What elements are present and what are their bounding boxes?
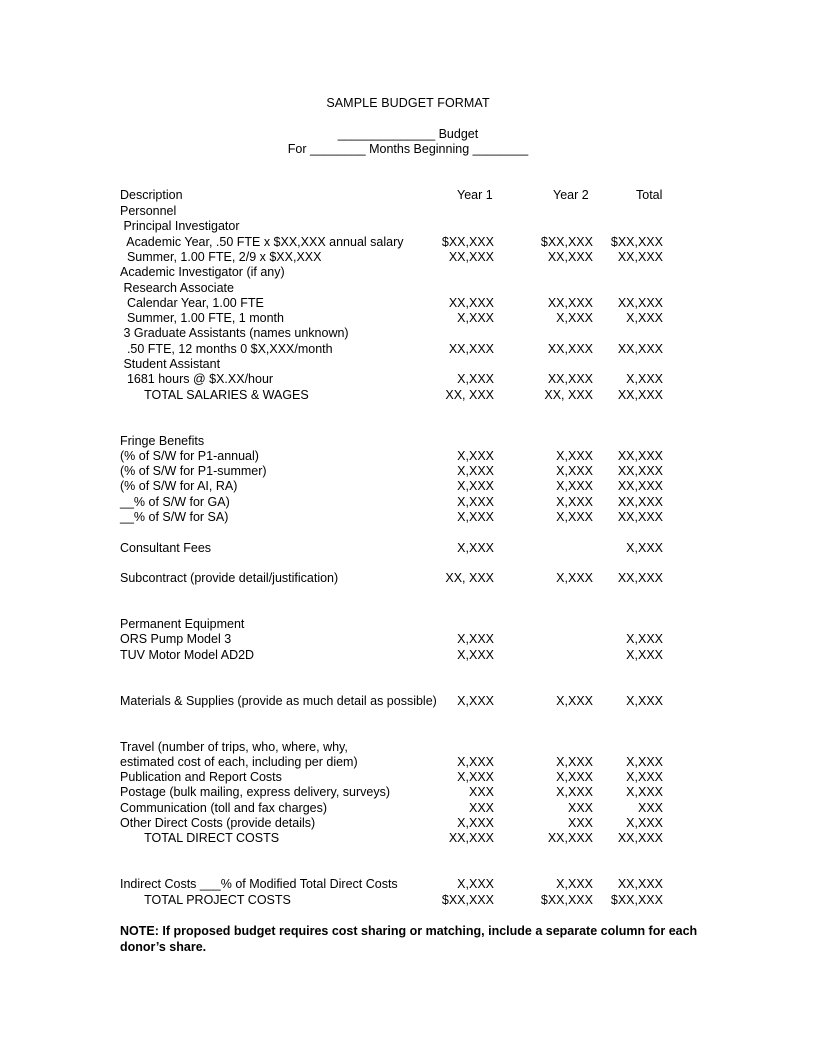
- row-description: (% of S/W for P1-annual): [120, 448, 259, 463]
- row-description: (% of S/W for AI, RA): [120, 479, 238, 494]
- table-row: [0, 264, 816, 280]
- table-row: [0, 769, 816, 785]
- row-year2-value: XXX: [567, 800, 593, 815]
- row-year1-value: X,XXX: [457, 372, 494, 387]
- table-row: [0, 249, 816, 265]
- cost-sharing-note: NOTE: If proposed budget requires cost sharing or matching, include a separate column for each donor’s share.: [120, 924, 698, 954]
- row-year2-value: X,XXX: [556, 693, 593, 708]
- row-year2-value: X,XXX: [556, 464, 593, 479]
- row-description: Materials & Supplies (provide as much detail as possible): [120, 693, 437, 708]
- column-header-year1: Year 1: [457, 188, 493, 202]
- row-year2-value: X,XXX: [556, 754, 593, 769]
- row-total-value: X,XXX: [626, 770, 663, 785]
- table-row: [0, 524, 816, 540]
- row-description: Summer, 1.00 FTE, 1 month: [120, 311, 284, 326]
- row-description: TOTAL SALARIES & WAGES: [120, 387, 309, 402]
- table-row: [0, 295, 816, 311]
- row-total-value: XX,XXX: [617, 448, 663, 463]
- row-total-value: $XX,XXX: [610, 892, 663, 907]
- table-row: [0, 494, 816, 510]
- budget-name-line: ______________ Budget: [337, 127, 479, 141]
- row-year1-value: XX,XXX: [448, 295, 494, 310]
- row-year2-value: X,XXX: [556, 510, 593, 524]
- row-year2-value: X,XXX: [556, 571, 593, 586]
- row-year1-value: XXX: [468, 785, 494, 800]
- row-year1-value: X,XXX: [457, 632, 494, 647]
- row-year2-value: $XX,XXX: [540, 234, 593, 249]
- row-description: TOTAL PROJECT COSTS: [120, 892, 291, 907]
- row-year1-value: XX, XXX: [445, 571, 494, 586]
- row-total-value: XXX: [637, 800, 663, 815]
- row-year1-value: X,XXX: [457, 510, 494, 524]
- table-row: [0, 356, 816, 372]
- row-year1-value: XX,XXX: [448, 831, 494, 846]
- column-header-total: Total: [636, 188, 663, 202]
- row-year1-value: X,XXX: [457, 479, 494, 494]
- table-row: [0, 723, 816, 739]
- row-year1-value: X,XXX: [457, 693, 494, 708]
- row-year2-value: XX,XXX: [547, 372, 593, 387]
- row-description: Calendar Year, 1.00 FTE: [120, 295, 264, 310]
- row-year2-value: X,XXX: [556, 494, 593, 509]
- row-description: Summer, 1.00 FTE, 2/9 x $XX,XXX: [120, 249, 322, 264]
- row-description: Permanent Equipment: [120, 617, 245, 632]
- row-year1-value: X,XXX: [457, 448, 494, 463]
- row-year1-value: X,XXX: [457, 770, 494, 785]
- row-year2-value: X,XXX: [556, 877, 593, 892]
- row-year2-value: XX,XXX: [547, 831, 593, 846]
- table-row: [0, 218, 816, 234]
- row-description: Consultant Fees: [120, 540, 212, 555]
- row-year2-value: X,XXX: [556, 448, 593, 463]
- row-year1-value: XX,XXX: [448, 341, 494, 356]
- row-year2-value: $XX,XXX: [540, 892, 593, 907]
- table-row: [0, 601, 816, 617]
- table-row: [0, 433, 816, 449]
- row-year2-value: XX,XXX: [547, 295, 593, 310]
- row-description: __% of S/W for GA): [120, 494, 230, 509]
- row-description: Fringe Benefits: [120, 433, 205, 448]
- table-row: [0, 586, 816, 602]
- row-total-value: X,XXX: [626, 647, 663, 662]
- row-year1-value: XXX: [468, 800, 494, 815]
- row-total-value: X,XXX: [626, 540, 663, 555]
- row-year1-value: X,XXX: [457, 494, 494, 509]
- table-row: [0, 693, 816, 709]
- table-row: [0, 555, 816, 571]
- row-total-value: XX,XXX: [617, 571, 663, 586]
- table-row: [0, 892, 816, 908]
- row-year2-value: XX,XXX: [547, 341, 593, 356]
- row-description: estimated cost of each, including per diem): [120, 754, 358, 769]
- table-row: [0, 463, 816, 479]
- row-description: Communication (toll and fax charges): [120, 800, 328, 815]
- row-description: Other Direct Costs (provide details): [120, 816, 316, 830]
- row-total-value: XX,XXX: [617, 510, 663, 524]
- document-title: SAMPLE BUDGET FORMAT: [326, 96, 490, 110]
- row-description: Research Associate: [120, 280, 234, 295]
- table-row: [0, 417, 816, 433]
- row-year2-value: XX, XXX: [544, 387, 593, 402]
- row-description: Indirect Costs ___% of Modified Total Direct Costs: [120, 877, 398, 892]
- row-total-value: X,XXX: [626, 311, 663, 326]
- row-description: Principal Investigator: [120, 219, 240, 234]
- row-description: Travel (number of trips, who, where, why,: [120, 739, 348, 754]
- row-total-value: XX,XXX: [617, 295, 663, 310]
- table-row: [0, 754, 816, 770]
- row-year2-value: X,XXX: [556, 479, 593, 494]
- table-row: [0, 708, 816, 724]
- row-description: (% of S/W for P1-summer): [120, 464, 267, 479]
- table-row: [0, 371, 816, 387]
- row-year1-value: $XX,XXX: [441, 892, 494, 907]
- column-header-description: Description: [120, 188, 183, 202]
- row-total-value: XX,XXX: [617, 494, 663, 509]
- row-total-value: X,XXX: [626, 785, 663, 800]
- row-description: .50 FTE, 12 months 0 $X,XXX/month: [120, 341, 333, 356]
- row-total-value: XX,XXX: [617, 831, 663, 846]
- row-total-value: X,XXX: [626, 632, 663, 647]
- row-total-value: $XX,XXX: [610, 234, 663, 249]
- row-total-value: X,XXX: [626, 693, 663, 708]
- row-year1-value: XX, XXX: [445, 387, 494, 402]
- row-total-value: XX,XXX: [617, 464, 663, 479]
- row-description: Postage (bulk mailing, express delivery, surveys): [120, 785, 391, 800]
- row-description: __% of S/W for SA): [120, 510, 229, 524]
- row-total-value: X,XXX: [626, 372, 663, 387]
- row-description: Student Assistant: [120, 357, 221, 371]
- row-description: Academic Year, .50 FTE x $XX,XXX annual salary: [120, 234, 404, 249]
- row-total-value: XX,XXX: [617, 387, 663, 402]
- table-row: [0, 509, 816, 525]
- table-row: [0, 310, 816, 326]
- table-row: [0, 280, 816, 296]
- table-row: [0, 739, 816, 755]
- row-total-value: XX,XXX: [617, 249, 663, 264]
- row-total-value: XX,XXX: [617, 479, 663, 494]
- row-total-value: XX,XXX: [617, 341, 663, 356]
- row-year1-value: XX,XXX: [448, 249, 494, 264]
- row-description: TOTAL DIRECT COSTS: [120, 831, 280, 846]
- column-header-row: [0, 187, 816, 203]
- row-year2-value: X,XXX: [556, 785, 593, 800]
- row-description: Subcontract (provide detail/justification): [120, 571, 339, 586]
- row-description: TUV Motor Model AD2D: [120, 647, 255, 662]
- row-total-value: X,XXX: [626, 754, 663, 769]
- table-row: [0, 448, 816, 464]
- row-year1-value: X,XXX: [457, 540, 494, 555]
- table-row: [0, 677, 816, 693]
- table-row: [0, 662, 816, 678]
- table-row: [0, 325, 816, 341]
- table-row: [0, 846, 816, 862]
- row-year2-value: X,XXX: [556, 311, 593, 326]
- table-row: [0, 631, 816, 647]
- row-description: ORS Pump Model 3: [120, 632, 232, 647]
- table-row: [0, 234, 816, 250]
- table-row: [0, 540, 816, 556]
- row-year1-value: X,XXX: [457, 877, 494, 892]
- table-row: [0, 815, 816, 831]
- table-row: [0, 478, 816, 494]
- row-description: Publication and Report Costs: [120, 770, 282, 785]
- row-year1-value: X,XXX: [457, 311, 494, 326]
- table-row: [0, 861, 816, 877]
- row-year1-value: X,XXX: [457, 754, 494, 769]
- table-row: [0, 341, 816, 357]
- table-row: [0, 784, 816, 800]
- row-description: Academic Investigator (if any): [120, 265, 285, 280]
- table-row: [0, 647, 816, 663]
- table-row: [0, 203, 816, 219]
- table-row: [0, 876, 816, 892]
- row-total-value: X,XXX: [626, 816, 663, 830]
- row-year2-value: XX,XXX: [547, 249, 593, 264]
- months-beginning-line: For ________ Months Beginning ________: [287, 142, 529, 156]
- row-year1-value: X,XXX: [457, 647, 494, 662]
- table-row: [0, 616, 816, 632]
- column-header-year2: Year 2: [553, 188, 589, 202]
- table-row: [0, 570, 816, 586]
- row-description: 3 Graduate Assistants (names unknown): [120, 326, 349, 341]
- row-year1-value: $XX,XXX: [441, 234, 494, 249]
- table-row: [0, 402, 816, 418]
- row-description: 1681 hours @ $X.XX/hour: [120, 372, 274, 387]
- row-total-value: XX,XXX: [617, 877, 663, 892]
- table-row: [0, 830, 816, 846]
- table-row: [0, 800, 816, 816]
- row-year1-value: X,XXX: [457, 464, 494, 479]
- row-description: Personnel: [120, 204, 177, 218]
- row-year2-value: X,XXX: [556, 770, 593, 785]
- row-year2-value: XXX: [567, 816, 593, 830]
- row-year1-value: X,XXX: [457, 816, 494, 830]
- table-row: [0, 387, 816, 403]
